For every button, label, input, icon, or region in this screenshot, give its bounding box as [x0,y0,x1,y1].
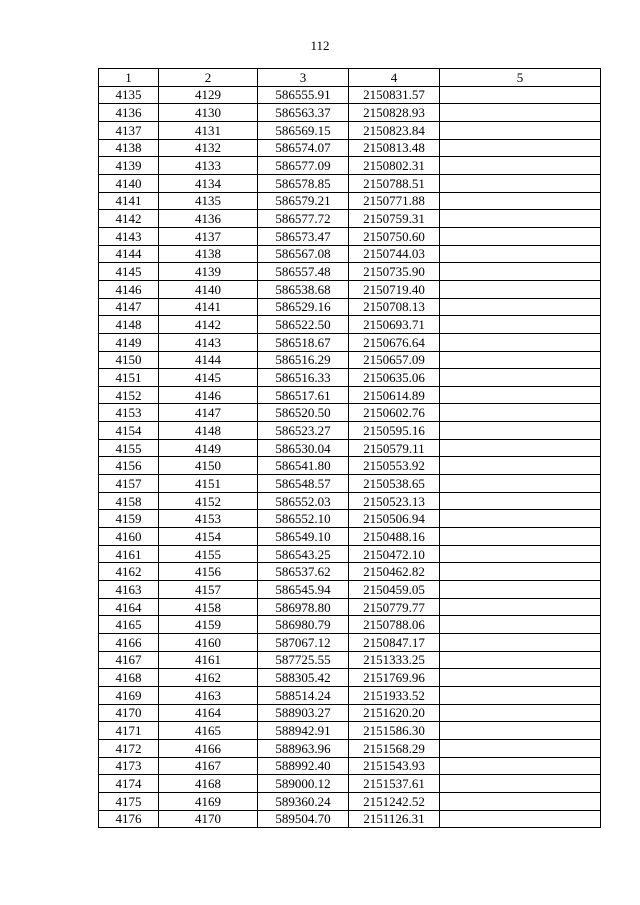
table-cell [440,598,601,616]
table-cell [440,686,601,704]
column-header: 3 [258,69,349,87]
table-cell: 586516.33 [258,369,349,387]
table-row [99,439,601,457]
table-cell: 4135 [99,86,159,104]
table-cell: 4139 [99,157,159,175]
table-cell: 586567.08 [258,245,349,263]
table-cell: 4160 [159,634,258,652]
table-row [99,174,601,192]
table-cell: 586516.29 [258,351,349,369]
table-row [99,563,601,581]
table-cell: 4160 [99,528,159,546]
table-cell: 4168 [159,775,258,793]
table-cell [440,121,601,139]
table-cell: 4140 [99,174,159,192]
table-cell [440,422,601,440]
table-cell [440,104,601,122]
table-cell: 586517.61 [258,386,349,404]
table-cell: 2151586.30 [349,722,440,740]
table-cell: 4170 [159,810,258,828]
table-cell [440,245,601,263]
table-row [99,792,601,810]
column-header: 4 [349,69,440,87]
table-row [99,227,601,245]
table-cell: 588305.42 [258,669,349,687]
table-row [99,280,601,298]
table-row [99,210,601,228]
table-row [99,422,601,440]
table-cell: 586978.80 [258,598,349,616]
table-cell: 4150 [159,457,258,475]
table-cell: 4131 [159,121,258,139]
table-cell: 4152 [99,386,159,404]
table-cell: 2150676.64 [349,333,440,351]
table-cell: 2150771.88 [349,192,440,210]
table-cell: 586538.68 [258,280,349,298]
table-cell [440,722,601,740]
table-cell: 2151537.61 [349,775,440,793]
table-cell: 2150779.77 [349,598,440,616]
table-cell: 4134 [159,174,258,192]
table-cell: 2150847.17 [349,634,440,652]
column-header: 2 [159,69,258,87]
table-cell [440,316,601,334]
table-cell: 2150802.31 [349,157,440,175]
table-cell: 586563.37 [258,104,349,122]
table-cell: 587725.55 [258,651,349,669]
table-cell [440,810,601,828]
table-row [99,616,601,634]
table-cell: 4171 [99,722,159,740]
table-cell: 4153 [159,510,258,528]
table-cell: 588903.27 [258,704,349,722]
table-cell: 2150759.31 [349,210,440,228]
table-cell: 2151333.25 [349,651,440,669]
table-cell: 2150708.13 [349,298,440,316]
table-cell: 4143 [99,227,159,245]
table-cell [440,280,601,298]
table-cell: 4155 [159,545,258,563]
page-number: 112 [310,38,330,53]
table-cell: 2150523.13 [349,492,440,510]
table-cell: 2151126.31 [349,810,440,828]
table-cell: 4158 [99,492,159,510]
table-row [99,528,601,546]
table-cell: 4167 [159,757,258,775]
table-cell: 2150693.71 [349,316,440,334]
table-cell: 586555.91 [258,86,349,104]
table-cell: 4144 [159,351,258,369]
table-row [99,669,601,687]
table-cell [440,634,601,652]
table-cell: 4158 [159,598,258,616]
table-cell [440,333,601,351]
table-cell: 4138 [99,139,159,157]
table-cell: 2150831.57 [349,86,440,104]
table-cell: 589000.12 [258,775,349,793]
table-cell: 586520.50 [258,404,349,422]
table-cell [440,192,601,210]
table-row [99,316,601,334]
table-cell: 4151 [99,369,159,387]
table-cell: 2150462.82 [349,563,440,581]
table-cell [440,475,601,493]
table-cell: 4148 [159,422,258,440]
table-cell: 4150 [99,351,159,369]
table-cell: 2150719.40 [349,280,440,298]
table-cell [440,757,601,775]
table-cell: 4137 [99,121,159,139]
table-cell: 586573.47 [258,227,349,245]
table-cell: 589360.24 [258,792,349,810]
table-cell [440,581,601,599]
table-cell: 2150459.05 [349,581,440,599]
table-cell: 4141 [99,192,159,210]
table-cell [440,439,601,457]
table-cell: 586541.80 [258,457,349,475]
table-cell [440,739,601,757]
table-cell: 2150828.93 [349,104,440,122]
table-row [99,404,601,422]
table-cell: 2150823.84 [349,121,440,139]
table-cell: 4139 [159,263,258,281]
table-cell: 586574.07 [258,139,349,157]
table-row [99,510,601,528]
table-cell: 4143 [159,333,258,351]
table-row [99,686,601,704]
table-row [99,139,601,157]
table-cell: 586579.21 [258,192,349,210]
table-cell: 4147 [159,404,258,422]
table-cell: 2150788.51 [349,174,440,192]
table-cell: 4175 [99,792,159,810]
table-row [99,739,601,757]
table-row [99,263,601,281]
table-cell: 4149 [99,333,159,351]
table-cell: 2150506.94 [349,510,440,528]
table-cell: 2150657.09 [349,351,440,369]
table-cell: 4129 [159,86,258,104]
table-cell: 2151543.93 [349,757,440,775]
table-cell: 586577.09 [258,157,349,175]
table-cell: 2150602.76 [349,404,440,422]
column-header: 5 [440,69,601,87]
table-cell: 4172 [99,739,159,757]
table-cell: 586523.27 [258,422,349,440]
table-cell [440,492,601,510]
coordinates-table [98,68,601,828]
table-cell: 589504.70 [258,810,349,828]
table-row [99,386,601,404]
table-cell: 4163 [159,686,258,704]
table-row [99,704,601,722]
table-cell: 588963.96 [258,739,349,757]
table-cell [440,139,601,157]
table-cell: 4145 [99,263,159,281]
table-cell [440,227,601,245]
column-header: 1 [99,69,159,87]
table-row [99,351,601,369]
table-cell: 4157 [99,475,159,493]
table-cell: 2150735.90 [349,263,440,281]
table-cell [440,157,601,175]
table-cell: 4153 [99,404,159,422]
table-cell: 4166 [159,739,258,757]
table-header-row [99,69,601,87]
table-cell: 2151242.52 [349,792,440,810]
table-cell: 4130 [159,104,258,122]
table-cell: 4136 [99,104,159,122]
table-cell: 586545.94 [258,581,349,599]
table-cell: 586529.16 [258,298,349,316]
table-row [99,333,601,351]
table-cell: 586522.50 [258,316,349,334]
table-row [99,457,601,475]
table-cell: 4132 [159,139,258,157]
table-row [99,775,601,793]
table-cell: 2150788.06 [349,616,440,634]
table-cell: 4145 [159,369,258,387]
table-cell: 586549.10 [258,528,349,546]
table-cell: 4162 [99,563,159,581]
table-row [99,651,601,669]
table-cell: 586537.62 [258,563,349,581]
table-cell: 4174 [99,775,159,793]
table-row [99,722,601,740]
table-cell: 4164 [99,598,159,616]
table-cell: 586569.15 [258,121,349,139]
table-cell: 587067.12 [258,634,349,652]
table-cell [440,510,601,528]
table-cell [440,563,601,581]
table-cell: 4146 [99,280,159,298]
table-cell: 586552.03 [258,492,349,510]
table-cell: 4137 [159,227,258,245]
table-cell: 2150635.06 [349,369,440,387]
table-cell: 4135 [159,192,258,210]
table-row [99,245,601,263]
table-cell: 2150813.48 [349,139,440,157]
table-cell: 586518.67 [258,333,349,351]
table-row [99,598,601,616]
table-row [99,634,601,652]
table-row [99,121,601,139]
table-cell: 4154 [99,422,159,440]
table-cell: 2150744.03 [349,245,440,263]
table-cell: 4156 [99,457,159,475]
table-cell: 588514.24 [258,686,349,704]
table-cell: 586557.48 [258,263,349,281]
table-cell: 586552.10 [258,510,349,528]
table-cell: 586530.04 [258,439,349,457]
table-cell: 2150579.11 [349,439,440,457]
table-cell: 4142 [99,210,159,228]
table-cell: 2150472.10 [349,545,440,563]
table-row [99,192,601,210]
table-cell: 4173 [99,757,159,775]
table-cell: 4167 [99,651,159,669]
table-cell: 4163 [99,581,159,599]
table-cell [440,86,601,104]
table-cell: 4147 [99,298,159,316]
table-cell: 4161 [159,651,258,669]
table-row [99,369,601,387]
table-cell: 4159 [159,616,258,634]
table-row [99,810,601,828]
table-row [99,475,601,493]
table-cell: 2150614.89 [349,386,440,404]
table-body [99,86,601,828]
table-cell: 4176 [99,810,159,828]
table-cell [440,669,601,687]
table-cell: 586577.72 [258,210,349,228]
table-cell: 4140 [159,280,258,298]
table-cell: 4148 [99,316,159,334]
table-cell: 4168 [99,669,159,687]
table-cell: 4142 [159,316,258,334]
table-cell: 4170 [99,704,159,722]
table-cell: 4146 [159,386,258,404]
table-cell [440,386,601,404]
table-cell: 4165 [159,722,258,740]
table-cell: 2151933.52 [349,686,440,704]
table-row [99,157,601,175]
table-row [99,86,601,104]
table-cell: 4164 [159,704,258,722]
table-cell: 4138 [159,245,258,263]
table-cell: 4136 [159,210,258,228]
table-cell: 4159 [99,510,159,528]
table-cell: 4169 [99,686,159,704]
table-cell: 2150538.65 [349,475,440,493]
table-cell [440,404,601,422]
table-row [99,545,601,563]
table-cell: 586548.57 [258,475,349,493]
table-cell: 4169 [159,792,258,810]
table-cell [440,616,601,634]
table-cell [440,174,601,192]
table-cell [440,210,601,228]
table-cell: 4161 [99,545,159,563]
table-cell: 4152 [159,492,258,510]
table-cell: 4154 [159,528,258,546]
table-row [99,757,601,775]
table-cell: 588942.91 [258,722,349,740]
table-cell: 4151 [159,475,258,493]
table-cell [440,298,601,316]
table-row [99,581,601,599]
table-cell: 2151769.96 [349,669,440,687]
table-cell: 588992.40 [258,757,349,775]
table-cell [440,651,601,669]
table-row [99,104,601,122]
table-cell [440,263,601,281]
table-cell: 4133 [159,157,258,175]
table-cell [440,457,601,475]
table-cell [440,528,601,546]
table-cell: 586578.85 [258,174,349,192]
table-cell: 4166 [99,634,159,652]
table-cell: 586980.79 [258,616,349,634]
table-cell: 4141 [159,298,258,316]
table-cell [440,351,601,369]
table-cell: 4162 [159,669,258,687]
table-cell: 4165 [99,616,159,634]
table-cell: 4157 [159,581,258,599]
table-cell: 4156 [159,563,258,581]
table-cell: 2150488.16 [349,528,440,546]
table-cell: 4144 [99,245,159,263]
table-cell: 586543.25 [258,545,349,563]
table-cell [440,775,601,793]
table-row [99,298,601,316]
table-cell: 2150595.16 [349,422,440,440]
table-cell: 4155 [99,439,159,457]
table-cell [440,545,601,563]
table-row [99,492,601,510]
table-cell [440,792,601,810]
table-cell: 2151620.20 [349,704,440,722]
table-cell: 2150750.60 [349,227,440,245]
table-cell [440,369,601,387]
table-cell: 4149 [159,439,258,457]
table-cell [440,704,601,722]
table-cell: 2151568.29 [349,739,440,757]
table-cell: 2150553.92 [349,457,440,475]
